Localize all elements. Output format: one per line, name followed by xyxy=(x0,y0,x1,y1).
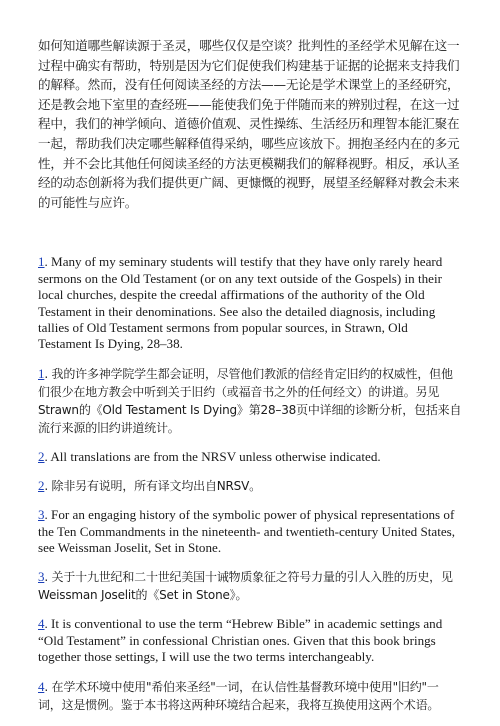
footnote-link[interactable]: 1 xyxy=(38,365,45,381)
footnote-2 xyxy=(38,449,462,495)
document-page xyxy=(38,36,462,726)
footnote-text: . 我的许多神学院学生都会证明，尽管他们教派的信经肯定旧约的权威性，但他们很少在地方教会中听到关于旧约（或福音书之外的任何经文）的讲道。另见Strawn的《Old Testament Is Dying》第28–38页中详细的诊断分析，包括来自流行来源的旧约讲道统计。 xyxy=(38,366,462,435)
footnote-text: . For an engaging history of the symbolic power of physical representations of the Ten Commandments in the nineteenth- and twentieth-century United States, see Weissman Joselit, Set in Stone. xyxy=(38,507,456,555)
footnote-text: . All translations are from the NRSV unless otherwise indicated. xyxy=(44,448,381,464)
footnote-chinese xyxy=(38,365,462,437)
footnote-chinese xyxy=(38,678,462,714)
footnote-3 xyxy=(38,507,462,604)
intro-paragraph: 如何知道哪些解读源于圣灵，哪些仅仅是空谈？批判性的圣经学术见解在这一过程中确实有帮助，特别是因为它们促使我们构建基于证据的论据来支持我们的解释。然而，没有任何阅读圣经的方法——无论是学术课堂上的圣经研究，还是教会地下室里的查经班——能使我们免于伴随而来的辨别过程，在这一过程中，我们的神学倾向、道德价值观、灵性操练、生活经历和理智本能汇聚在一起，帮助我们决定哪些解释值得采纳，哪些应该放下。拥抱圣经内在的多元性，并不会比其他任何阅读圣经的方法更模糊我们的解释视野。相反，承认圣经的动态创新将为我们提供更广阔、更慷慨的视野，展望圣经解释对教会未来的可能性与应许。 xyxy=(38,38,460,210)
footnote-chinese xyxy=(38,477,462,495)
footnote-text: . 在学术环境中使用"希伯来圣经"一词，在认信性基督教环境中使用"旧约"一词，这是惯例。鉴于本书将这两种环境结合起来，我将互换使用这两个术语。 xyxy=(38,679,440,712)
footnote-link[interactable]: 2 xyxy=(38,448,45,464)
footnote-text: . 关于十九世纪和二十世纪美国十诫物质象征之符号力量的引人入胜的历史，见Weissman Joselit的《Set in Stone》。 xyxy=(38,570,453,603)
footnote-chinese xyxy=(38,568,462,604)
footnote-english xyxy=(38,616,462,665)
footnote-text: . Many of my seminary students will testify that they have only rarely heard sermons on the Old Testament (or on any text outside of the Gospels) in their local churches, despite the creedal affirmations of the authority of the Old Testament in their denominations. See also the detailed diagnosis, including tallies of Old Testament sermons from popular sources, in Strawn, Old Testament Is Dying, 28–38. xyxy=(38,254,443,352)
footnote-link[interactable]: 2 xyxy=(38,478,45,494)
footnote-link[interactable]: 1 xyxy=(38,254,45,270)
footnote-link[interactable]: 4 xyxy=(38,616,45,632)
footnote-4 xyxy=(38,616,462,713)
footnote-english xyxy=(38,507,462,556)
footnote-link[interactable]: 4 xyxy=(38,678,45,694)
footnote-english xyxy=(38,254,462,352)
footnote-link[interactable]: 3 xyxy=(38,507,45,523)
footnote-text: . 除非另有说明，所有译文均出自NRSV。 xyxy=(44,479,261,494)
footnote-english xyxy=(38,449,462,465)
footnote-1 xyxy=(38,254,462,436)
footnote-text: . It is conventional to use the term “Hebrew Bible” in academic settings and “Old Testament” in confessional Christian ones. Given that this book brings together those settings, I will use the two terms interchangeably. xyxy=(38,616,443,665)
footnote-link[interactable]: 3 xyxy=(38,569,45,585)
